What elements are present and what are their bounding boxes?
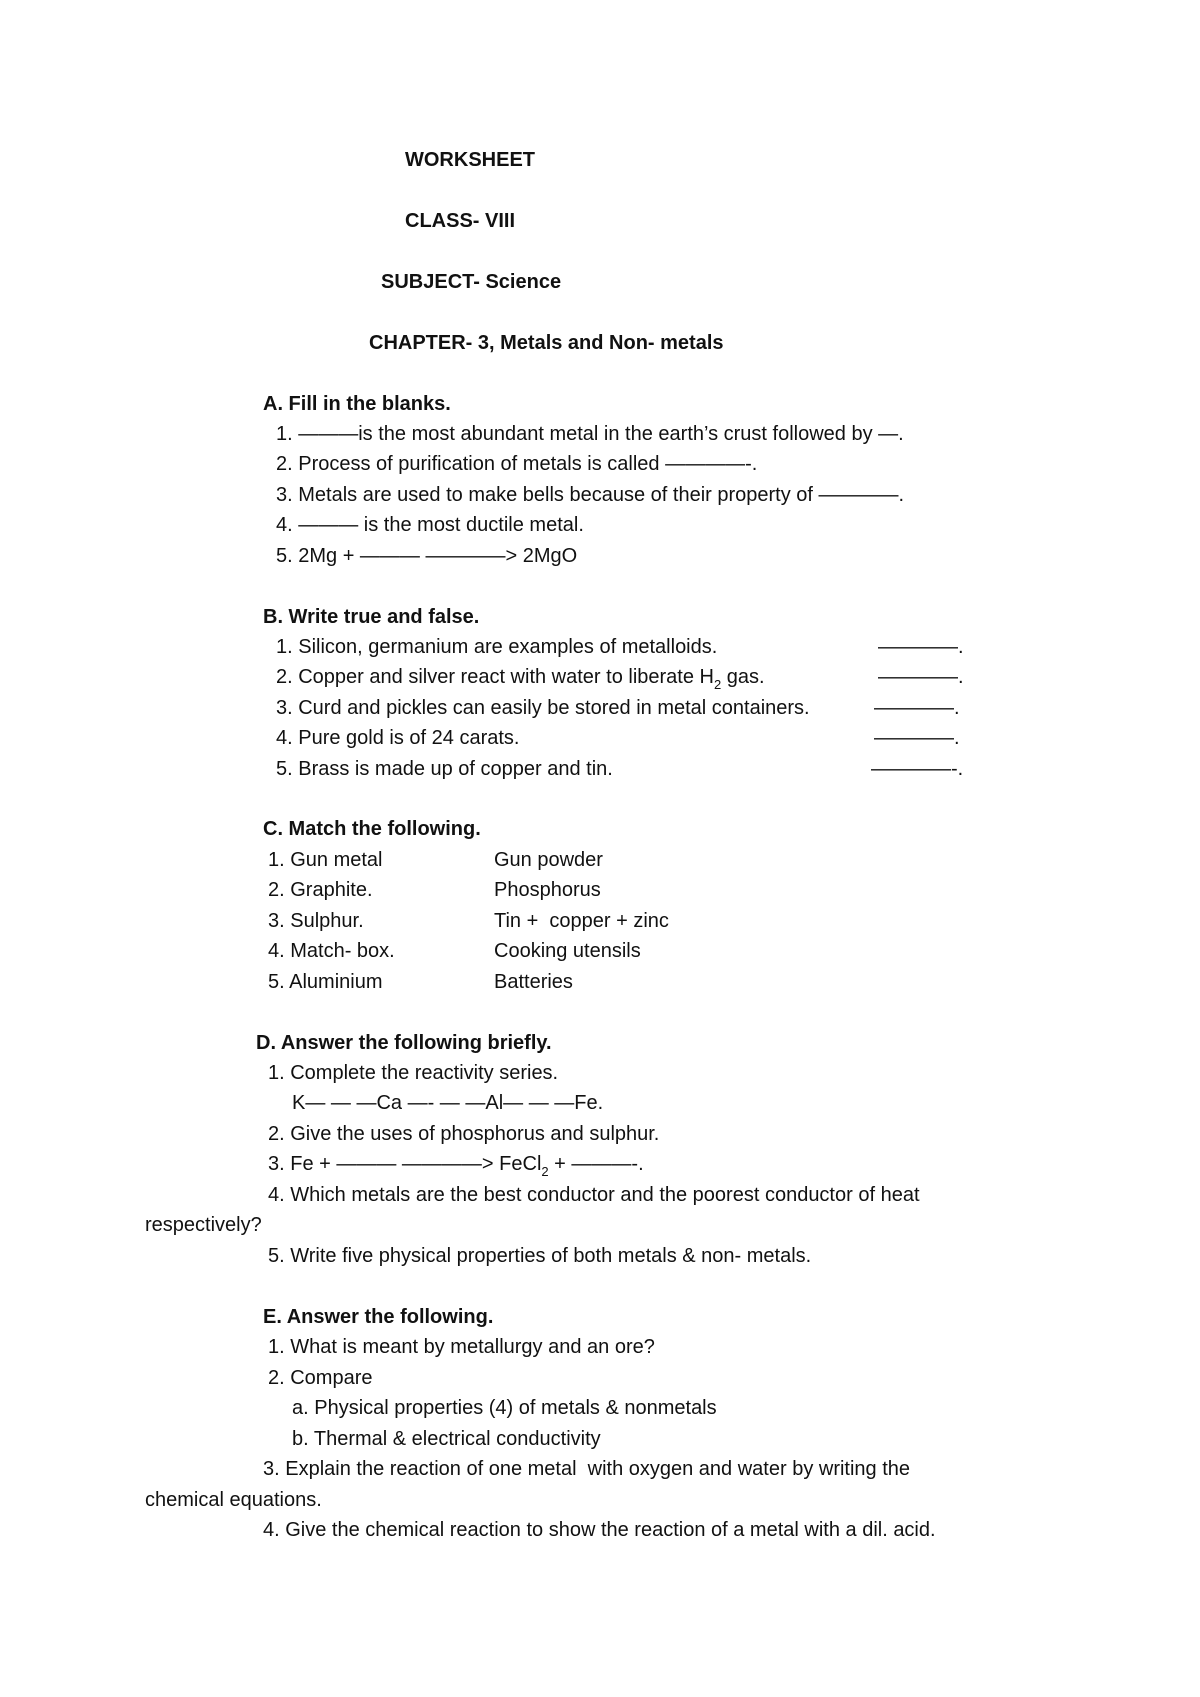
match-left-item: 4. Match- box.	[268, 940, 395, 962]
section-e-heading: E. Answer the following.	[263, 1306, 494, 1328]
section-d-q3-tail: + ———-.	[548, 1153, 644, 1175]
section-d-q3	[268, 1152, 644, 1179]
section-a-q2: 2. Process of purification of metals is called ————-.	[276, 453, 758, 475]
section-e-q3-line2: chemical equations.	[145, 1489, 322, 1511]
match-right-item: Phosphorus	[494, 879, 601, 901]
section-b-q2-tail: gas.	[721, 666, 765, 688]
section-d-q3-text: 3. Fe + ——— ————> FeCl	[268, 1153, 542, 1175]
section-d-q2: 2. Give the uses of phosphorus and sulphur.	[268, 1123, 660, 1145]
match-left-item: 1. Gun metal	[268, 849, 383, 871]
section-e-q1: 1. What is meant by metallurgy and an ore?	[268, 1336, 655, 1358]
section-a-q3: 3. Metals are used to make bells because of their property of ————.	[276, 484, 905, 506]
worksheet-title: WORKSHEET	[405, 149, 535, 171]
section-d-heading: D. Answer the following briefly.	[256, 1032, 552, 1054]
section-a-q4: 4. ——— is the most ductile metal.	[276, 514, 584, 536]
section-a-heading: A. Fill in the blanks.	[263, 393, 451, 415]
match-left-item: 3. Sulphur.	[268, 910, 364, 932]
match-right-item: Tin + copper + zinc	[494, 910, 669, 932]
section-b-q2	[276, 665, 765, 692]
section-a-q1: 1. ———is the most abundant metal in the earth’s crust followed by —.	[276, 423, 904, 445]
section-b-q5-blank: ————-.	[871, 758, 964, 780]
section-a-q5: 5. 2Mg + ——— ————> 2MgO	[276, 545, 578, 567]
reactivity-series: K— — —Ca —- — —Al— — —Fe.	[292, 1092, 604, 1114]
section-b-q3-blank: ————.	[874, 697, 960, 719]
subscript-2: 2	[541, 1164, 549, 1179]
match-right-item: Cooking utensils	[494, 940, 641, 962]
section-e-q2: 2. Compare	[268, 1367, 373, 1389]
section-e-q4: 4. Give the chemical reaction to show the reaction of a metal with a dil. acid.	[263, 1519, 936, 1541]
subject-label: SUBJECT- Science	[381, 271, 562, 293]
section-b-q4-blank: ————.	[874, 727, 960, 749]
section-b-q2-blank: ————.	[878, 666, 964, 688]
section-d-q4-line1: 4. Which metals are the best conductor and the poorest conductor of heat	[268, 1184, 920, 1206]
section-e-q3-line1: 3. Explain the reaction of one metal with oxygen and water by writing the	[263, 1458, 911, 1480]
section-b-q5: 5. Brass is made up of copper and tin.	[276, 758, 613, 780]
match-left-item: 5. Aluminium	[268, 971, 383, 993]
section-b-heading: B. Write true and false.	[263, 606, 480, 628]
section-b-q1: 1. Silicon, germanium are examples of metalloids.	[276, 636, 718, 658]
section-d-q1: 1. Complete the reactivity series.	[268, 1062, 559, 1084]
section-b-q3: 3. Curd and pickles can easily be stored in metal containers.	[276, 697, 810, 719]
subscript-2: 2	[713, 677, 722, 692]
section-d-q5: 5. Write five physical properties of both metals & non- metals.	[268, 1245, 812, 1267]
section-e-q2b: b. Thermal & electrical conductivity	[292, 1428, 601, 1450]
class-label: CLASS- VIII	[405, 210, 516, 232]
section-b-q1-blank: ————.	[878, 636, 964, 658]
section-b-q4: 4. Pure gold is of 24 carats.	[276, 727, 520, 749]
section-b-q2-text: 2. Copper and silver react with water to liberate H	[276, 666, 714, 688]
match-right-item: Gun powder	[494, 849, 603, 871]
section-e-q2a: a. Physical properties (4) of metals & nonmetals	[292, 1397, 717, 1419]
section-c-heading: C. Match the following.	[263, 818, 481, 840]
match-right-item: Batteries	[494, 971, 573, 993]
match-left-item: 2. Graphite.	[268, 879, 373, 901]
section-d-q4-line2: respectively?	[145, 1214, 262, 1236]
chapter-label: CHAPTER- 3, Metals and Non- metals	[369, 332, 724, 354]
